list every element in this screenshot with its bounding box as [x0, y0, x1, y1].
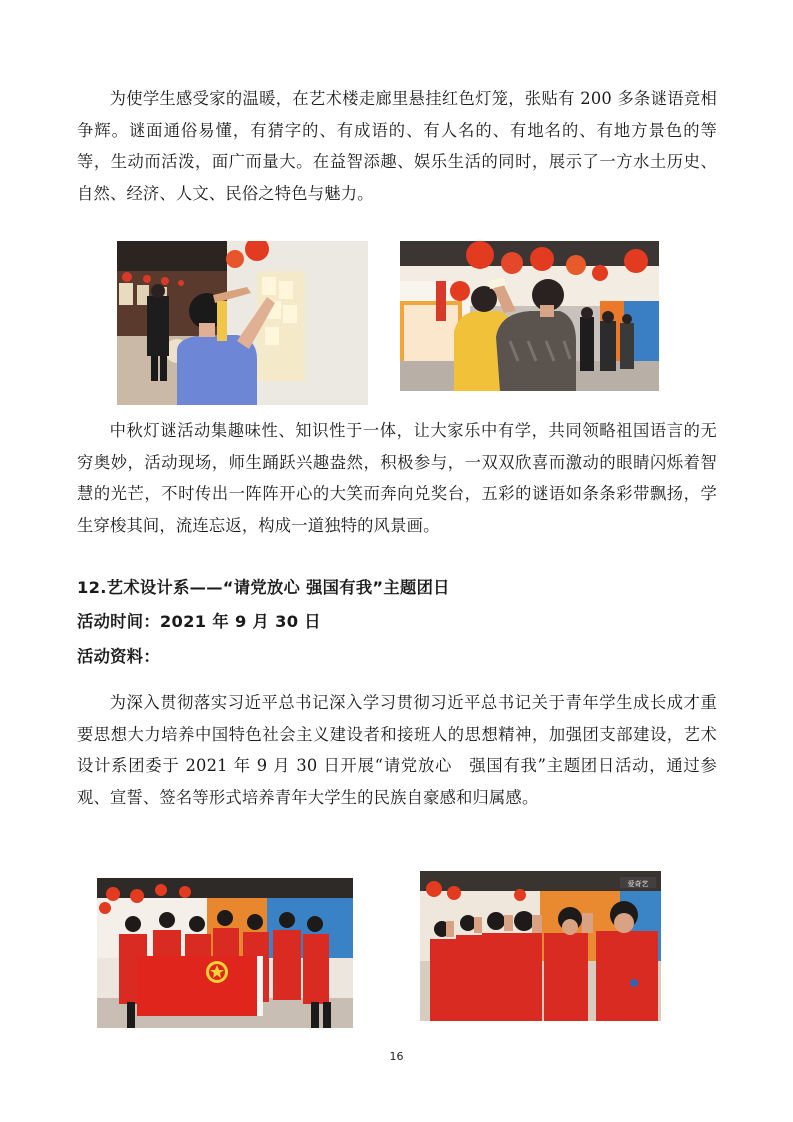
riddle-corridor-photo-left: [117, 241, 368, 405]
page-number: 16: [389, 1050, 404, 1063]
section-title: 12.艺术设计系——“请党放心 强国有我”主题团日: [77, 578, 450, 597]
lantern-riddle-atmosphere-paragraph: 中秋灯谜活动集趣味性、知识性于一体，让大家乐中有学，共同领略祖国语言的无穷奥妙，活动现场，师生踊跃兴趣盎然，积极参与，一双双欣喜而激动的眼睛闪烁着智慧的光芒，不时传出一阵阵开心的大笑而奔向兑奖台，五彩的谜语如条条彩带飘扬，学生穿梭其间，流连忘返，构成一道独特的风景画。: [77, 421, 717, 535]
theme-day-description-paragraph: 为深入贯彻落实习近平总书记深入学习贯彻习近平总书记关于青年学生成长成才重要思想大力培养中国特色社会主义建设者和接班人的思想精神，加强团支部建设，艺术设计系团委于 2021 年 9 月 30 日开展“请党放心 强国有我”主题团日活动，通过参观、宣誓、签名等形式培养青年大学生的民族自豪感和归属感。: [77, 693, 717, 807]
riddle-corridor-photo-right: [400, 241, 659, 391]
league-flag-group-photo: [97, 878, 353, 1028]
video-watermark: 爱奇艺: [627, 880, 649, 888]
oath-taking-photo: [420, 871, 661, 1021]
lantern-riddle-intro-paragraph: 为使学生感受家的温暖，在艺术楼走廊里悬挂红色灯笼，张贴有 200 多条谜语竞相争辉。谜面通俗易懂，有猜字的、有成语的、有人名的、有地名的、有地方景色的等等，生动而活泼，面广而量大。在益智添趣、娱乐生活的同时，展示了一方水土历史、自然、经济、人文、民俗之特色与魅力。: [77, 89, 717, 203]
activity-time: 活动时间：2021 年 9 月 30 日: [77, 612, 321, 631]
activity-materials-label: 活动资料：: [77, 647, 160, 666]
